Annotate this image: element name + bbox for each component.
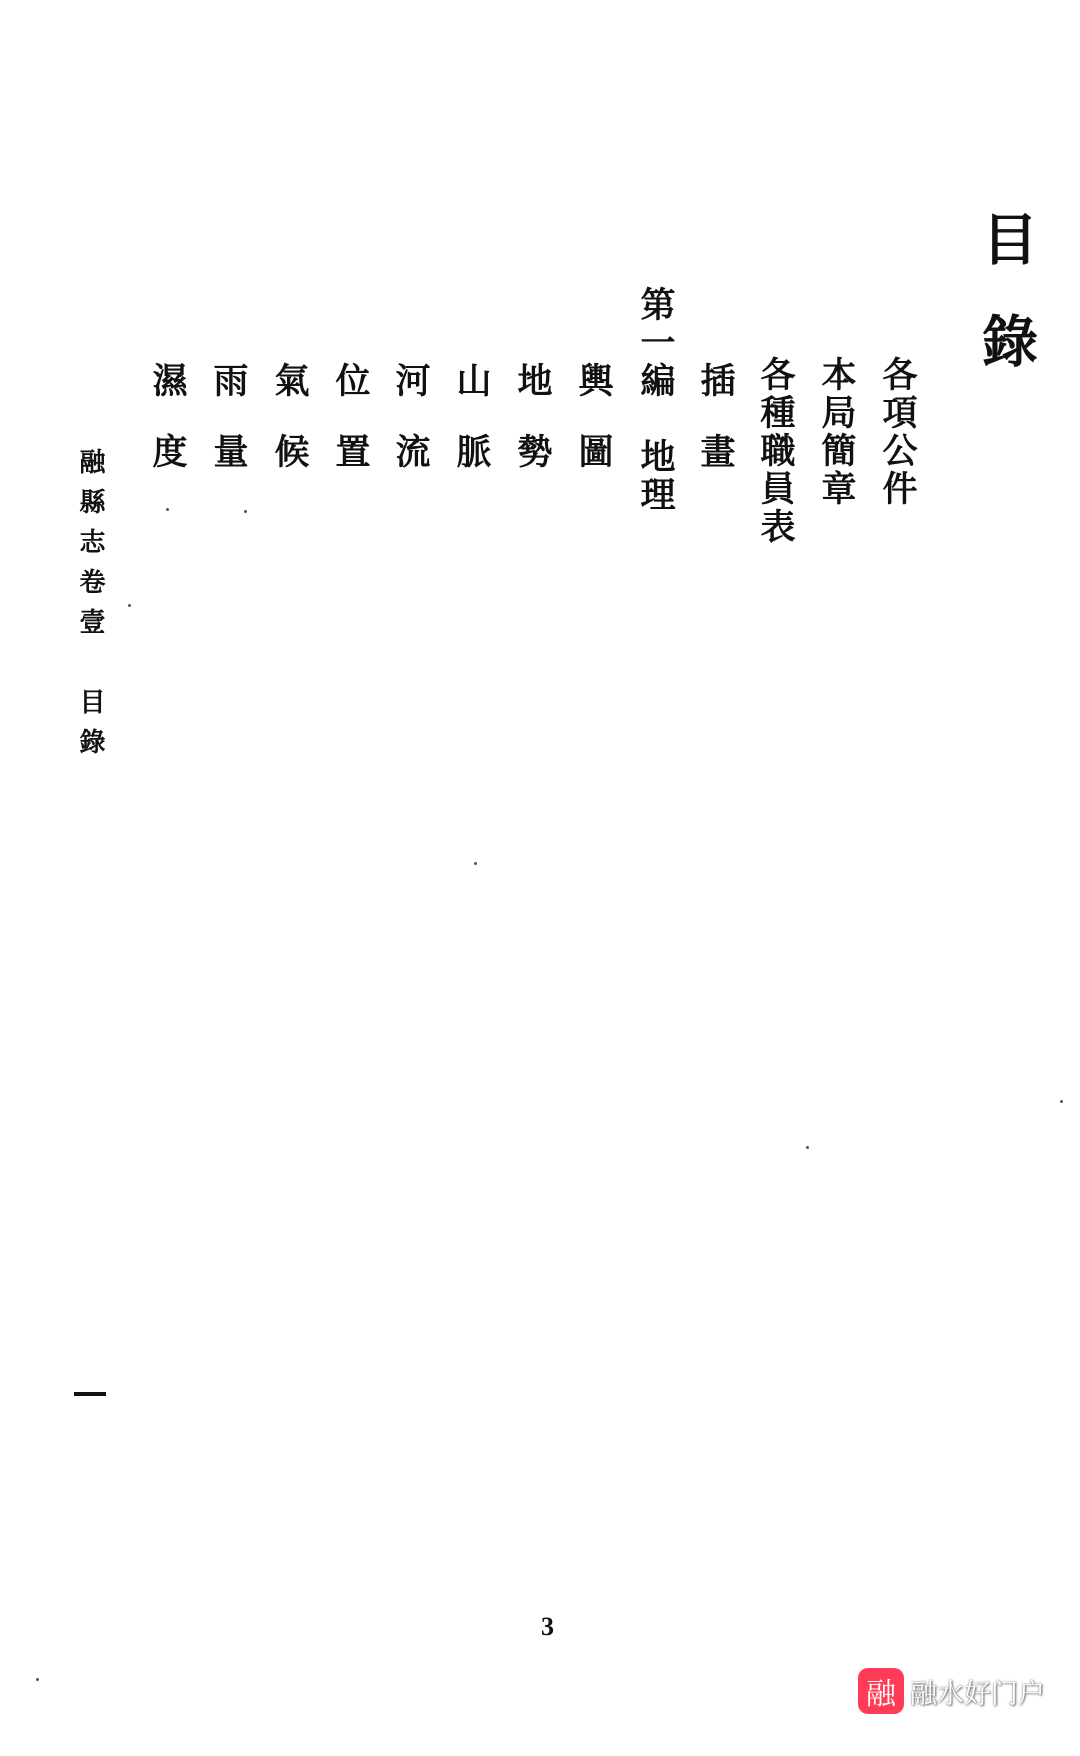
scan-speck (36, 1678, 39, 1681)
scan-speck (1060, 1100, 1063, 1103)
toc-entry-rainfall: 雨量 (208, 362, 249, 504)
toc-entry-terrain: 地勢 (512, 362, 553, 504)
watermark-logo-icon: 融 (858, 1668, 904, 1714)
watermark (858, 1668, 1045, 1714)
toc-entry-illustrations: 插畫 (695, 362, 736, 504)
page-title: 目錄 (973, 210, 1039, 414)
scan-speck (166, 508, 169, 511)
toc-entry-humidity: 濕度 (147, 362, 188, 504)
toc-entry-part-one-geography: 第一編 地理 (635, 286, 676, 514)
toc-entry-maps: 輿圖 (573, 362, 614, 504)
scan-speck (128, 604, 131, 607)
toc-entry-climate: 氣候 (269, 362, 310, 504)
toc-entry-mountains: 山脈 (451, 362, 492, 504)
scan-speck (806, 1146, 809, 1149)
page-number: 3 (541, 1612, 554, 1641)
toc-entry-charter: 本局簡章 (816, 356, 857, 508)
scan-speck (244, 510, 247, 513)
toc-entry-notices: 各項公件 (877, 356, 918, 508)
margin-label: 融縣志卷壹 目錄 (75, 448, 105, 768)
leaf-number (74, 1392, 106, 1396)
scan-speck (474, 862, 477, 865)
toc-entry-location: 位置 (330, 362, 371, 504)
toc-entry-staff-tables: 各種職員表 (755, 356, 796, 546)
toc-entry-rivers: 河流 (390, 362, 431, 504)
watermark-text: 融水好门户 (910, 1678, 1045, 1710)
